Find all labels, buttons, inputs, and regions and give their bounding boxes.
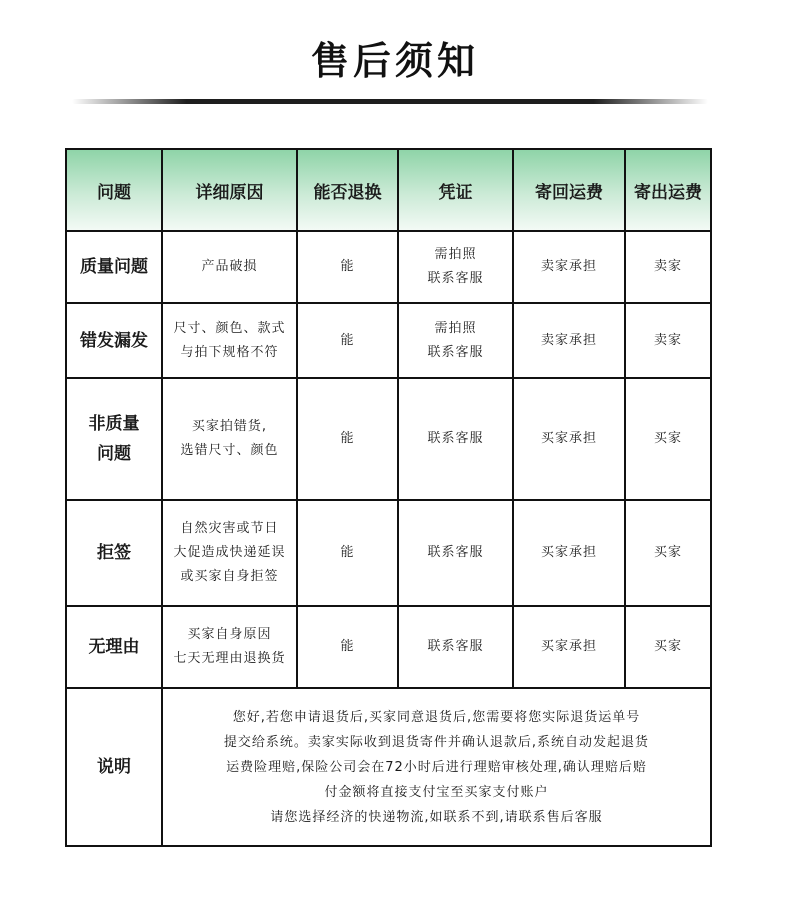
reason-text: 选错尺寸、颜色 xyxy=(180,443,279,458)
return-fee-cell: 买家承担 xyxy=(513,378,625,500)
return-fee-cell: 卖家承担 xyxy=(513,303,625,378)
proof-text: 联系客服 xyxy=(427,639,484,654)
proof-text: 联系客服 xyxy=(427,545,484,560)
table-row xyxy=(66,500,711,606)
proof-text: 需拍照 xyxy=(434,247,477,262)
send-fee-cell: 卖家 xyxy=(625,231,711,303)
header-return-fee: 寄回运费 xyxy=(513,149,625,231)
proof-text: 需拍照 xyxy=(434,320,477,336)
proof-cell xyxy=(398,378,513,500)
issue-cell xyxy=(66,378,162,500)
issue-cell xyxy=(66,231,162,303)
issue-text: 无理由 xyxy=(88,637,140,657)
header-proof: 凭证 xyxy=(398,149,513,231)
note-line: 付金额将直接支付宝至买家支付账户 xyxy=(324,784,549,800)
table-row xyxy=(66,231,711,303)
reason-cell xyxy=(162,303,297,378)
header-row xyxy=(66,149,711,231)
issue-cell xyxy=(66,303,162,378)
note-label: 说明 xyxy=(66,688,162,846)
return-fee-cell: 买家承担 xyxy=(513,606,625,688)
title-underline xyxy=(72,99,708,104)
reason-text: 七天无理由退换货 xyxy=(173,651,286,666)
reason-text: 或买家自身拒签 xyxy=(180,569,279,584)
note-row xyxy=(66,688,711,846)
note-line: 请您选择经济的快递物流,如联系不到,请联系售后客服 xyxy=(270,809,603,825)
after-sales-table xyxy=(65,148,712,847)
proof-cell xyxy=(398,303,513,378)
send-fee-cell: 买家 xyxy=(625,378,711,500)
header-issue: 问题 xyxy=(66,149,162,231)
issue-cell xyxy=(66,606,162,688)
issue-cell xyxy=(66,500,162,606)
reason-cell xyxy=(162,500,297,606)
reason-text: 自然灾害或节日 xyxy=(180,521,279,536)
issue-text: 错发漏发 xyxy=(80,330,148,351)
reason-text: 买家拍错货, xyxy=(191,419,268,434)
note-line: 您好,若您申请退货后,买家同意退货后,您需要将您实际退货运单号 xyxy=(232,709,641,725)
send-fee-cell: 买家 xyxy=(625,606,711,688)
proof-text: 联系客服 xyxy=(427,271,484,286)
issue-text: 问题 xyxy=(97,444,131,464)
reason-text: 产品破损 xyxy=(201,259,258,274)
table-row xyxy=(66,378,711,500)
return-fee-cell: 卖家承担 xyxy=(513,231,625,303)
issue-text: 拒签 xyxy=(97,543,131,563)
table-row xyxy=(66,606,711,688)
proof-cell xyxy=(398,231,513,303)
note-text xyxy=(162,688,711,846)
reason-cell xyxy=(162,606,297,688)
note-line: 运费险理赔,保险公司会在72小时后进行理赔审核处理,确认理赔后赔 xyxy=(226,759,647,775)
returnable-cell: 能 xyxy=(297,500,398,606)
reason-cell xyxy=(162,231,297,303)
returnable-cell: 能 xyxy=(297,231,398,303)
returnable-cell: 能 xyxy=(297,378,398,500)
proof-text: 联系客服 xyxy=(427,344,484,360)
note-line: 提交给系统。卖家实际收到退货寄件并确认退款后,系统自动发起退货 xyxy=(223,734,650,750)
reason-text: 尺寸、颜色、款式 xyxy=(173,320,286,336)
send-fee-cell: 卖家 xyxy=(625,303,711,378)
header-reason: 详细原因 xyxy=(162,149,297,231)
proof-cell xyxy=(398,500,513,606)
reason-text: 大促造成快递延误 xyxy=(173,545,286,560)
page-title: 售后须知 xyxy=(310,39,479,83)
proof-cell xyxy=(398,606,513,688)
header-returnable: 能否退换 xyxy=(297,149,398,231)
table-row xyxy=(66,303,711,378)
header-send-fee: 寄出运费 xyxy=(625,149,711,231)
send-fee-cell: 买家 xyxy=(625,500,711,606)
returnable-cell: 能 xyxy=(297,303,398,378)
reason-text: 与拍下规格不符 xyxy=(180,344,279,360)
proof-text: 联系客服 xyxy=(427,431,484,446)
reason-text: 买家自身原因 xyxy=(187,627,272,642)
issue-text: 非质量 xyxy=(88,414,140,434)
reason-cell xyxy=(162,378,297,500)
return-fee-cell: 买家承担 xyxy=(513,500,625,606)
issue-text: 质量问题 xyxy=(80,257,148,277)
returnable-cell: 能 xyxy=(297,606,398,688)
